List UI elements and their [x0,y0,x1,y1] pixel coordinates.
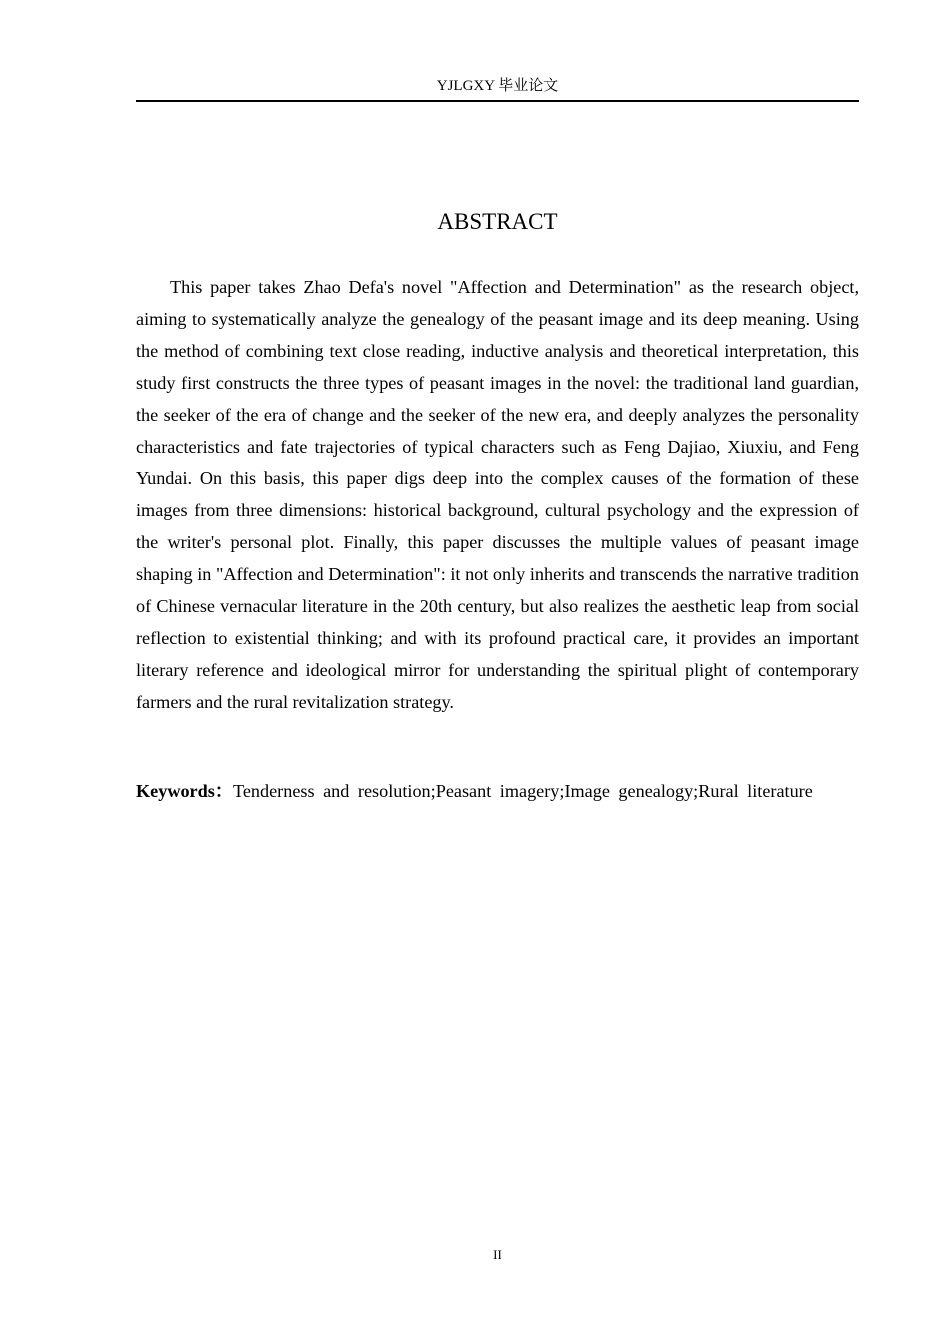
running-header: YJLGXY 毕业论文 [436,78,559,94]
header-divider [136,100,859,102]
keywords-text: Tenderness and resolution;Peasant imagery;Image genealogy;Rural literature [233,781,813,801]
abstract-body: This paper takes Zhao Defa's novel "Affection and Determination" as the research object, aiming to systematically analyze the genealogy of the peasant image and its deep meaning. Using the method of combining text close reading, inductive analysis and theoretical interpretation, this study first constructs the three types of peasant images in the novel: the traditional land guardian, the seeker of the era of change and the seeker of the new era, and deeply analyzes the personality characteristics and fate trajectories of typical characters such as Feng Dajiao, Xiuxiu, and Feng Yundai. On this basis, this paper digs deep into the complex causes of the formation of these images from three dimensions: historical background, cultural psychology and the expression of the writer's personal plot. Finally, this paper discusses the multiple values of peasant image shaping in "Affection and Determination": it not only inherits and transcends the narrative tradition of Chinese vernacular literature in the 20th century, but also realizes the aesthetic leap from social reflection to existential thinking; and with its profound practical care, it provides an important literary reference and ideological mirror for understanding the spiritual plight of contemporary farmers and the rural revitalization strategy. [136,277,859,712]
keywords-label: Keywords： [136,781,233,801]
page-number: II [493,1247,502,1262]
abstract-title: ABSTRACT [437,209,558,234]
keywords-line [136,776,859,806]
